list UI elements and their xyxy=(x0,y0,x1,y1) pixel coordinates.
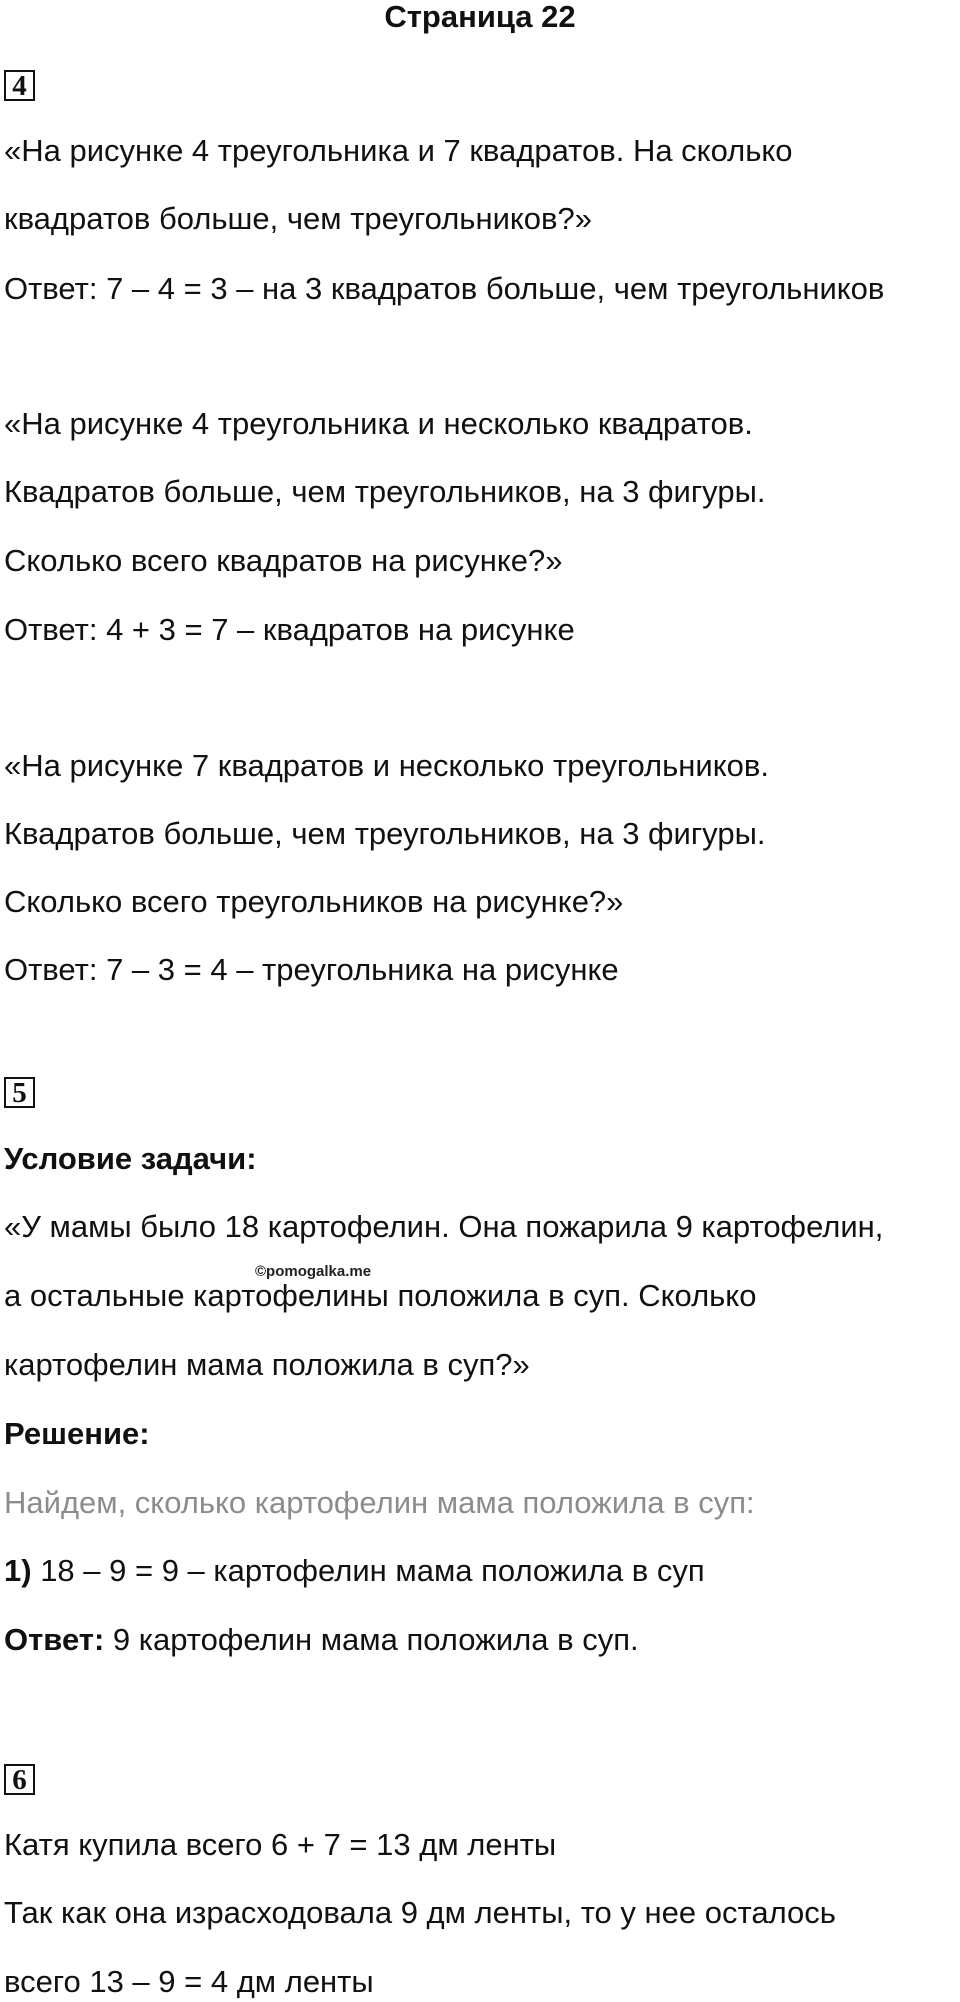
task5-step-text: 18 – 9 = 9 – картофелин мама положила в суп xyxy=(31,1553,705,1588)
task-number-6: 6 xyxy=(4,1764,35,1795)
task5-step-1 xyxy=(4,1551,705,1591)
task6-line-3: всего 13 – 9 = 4 дм ленты xyxy=(4,1964,374,1999)
task4-line-8: «На рисунке 7 квадратов и несколько треугольников. xyxy=(4,748,769,783)
task4-line-6: Сколько всего квадратов на рисунке?» xyxy=(4,543,563,578)
task6-line-1: Катя купила всего 6 + 7 = 13 дм ленты xyxy=(4,1827,557,1862)
task5-condition-heading: Условие задачи: xyxy=(4,1141,257,1176)
task4-line-9: Квадратов больше, чем треугольников, на 3 фигуры. xyxy=(4,816,766,851)
task4-line-2: квадратов больше, чем треугольников?» xyxy=(4,201,592,236)
task4-answer-2: Ответ: 4 + 3 = 7 – квадратов на рисунке xyxy=(4,612,575,647)
task4-line-10: Сколько всего треугольников на рисунке?» xyxy=(4,884,624,919)
task5-condition-line-3: картофелин мама положила в суп?» xyxy=(4,1347,530,1382)
task-number-4: 4 xyxy=(4,70,35,101)
task6-line-2: Так как она израсходовала 9 дм ленты, то у нее осталось xyxy=(4,1895,836,1930)
task5-condition-line-2: а остальные картофелины положила в суп. Сколько xyxy=(4,1278,757,1313)
task4-answer-3: Ответ: 7 – 3 = 4 – треугольника на рисунке xyxy=(4,952,619,987)
task4-line-4: «На рисунке 4 треугольника и несколько квадратов. xyxy=(4,406,753,441)
task4-line-1: «На рисунке 4 треугольника и 7 квадратов. На сколько xyxy=(4,133,793,168)
task5-answer-label: Ответ: xyxy=(4,1622,105,1657)
task5-solution-hint: Найдем, сколько картофелин мама положила в суп: xyxy=(4,1485,755,1520)
task4-answer-1: Ответ: 7 – 4 = 3 – на 3 квадратов больше, чем треугольников xyxy=(4,271,885,306)
task5-condition-line-1: «У мамы было 18 картофелин. Она пожарила 9 картофелин, xyxy=(4,1209,884,1244)
watermark: ©pomogalka.me xyxy=(255,1263,372,1280)
task5-step-label: 1) xyxy=(4,1553,32,1588)
task5-solution-heading: Решение: xyxy=(4,1416,150,1451)
task5-answer-text: 9 картофелин мама положила в суп. xyxy=(104,1622,639,1657)
task5-answer xyxy=(4,1620,639,1660)
task-number-5: 5 xyxy=(4,1077,35,1108)
task4-line-5: Квадратов больше, чем треугольников, на 3 фигуры. xyxy=(4,474,766,509)
page-title: Страница 22 xyxy=(384,0,576,34)
